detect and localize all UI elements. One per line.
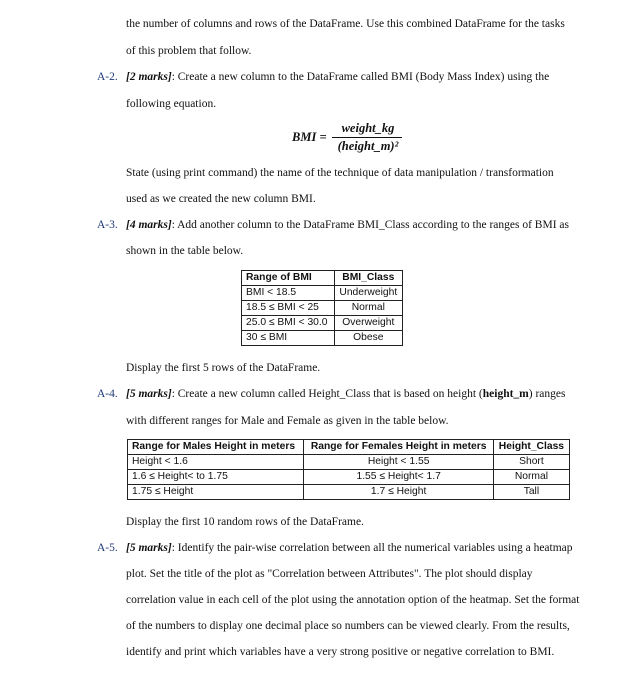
a4-line-1 — [126, 387, 565, 401]
table-cell: Short — [493, 455, 569, 470]
table-row — [242, 331, 403, 346]
table-row — [242, 301, 403, 316]
a5-line-1 — [126, 541, 573, 555]
question-number-a4: A-4. — [97, 388, 118, 400]
a2-line-4: used as we created the new column BMI. — [126, 193, 316, 205]
bmi-equation-denominator: (height_m)² — [337, 139, 399, 153]
question-number-a3: A-3. — [97, 219, 118, 231]
a3-line-2: shown in the table below. — [126, 245, 244, 257]
bmi-class-table — [241, 270, 403, 346]
a4-line-1-bold: height_m — [482, 388, 529, 400]
table-header-cell: BMI_Class — [334, 271, 402, 286]
a5-line-5: identify and print which variables have a very strong positive or negative correlation to BMI. — [126, 646, 555, 658]
a4-line-2: with different ranges for Male and Female as given in the table below. — [126, 415, 449, 427]
table-header-cell: Range of BMI — [242, 271, 335, 286]
a2-line-1-text: : Create a new column to the DataFrame called BMI (Body Mass Index) using the — [171, 71, 550, 83]
table-row — [242, 286, 403, 301]
height-class-table — [127, 439, 570, 500]
a5-line-4: of the numbers to display one decimal place so numbers can be viewed clearly. From the results, — [126, 620, 570, 632]
a2-line-1 — [126, 70, 549, 84]
table-row — [128, 485, 570, 500]
intro-line-1: the number of columns and rows of the DataFrame. Use this combined DataFrame for the tasks — [126, 18, 565, 30]
table-cell: Overweight — [334, 316, 402, 331]
a4-line-1-text-a: : Create a new column called Height_Class that is based on height ( — [171, 388, 483, 400]
bmi-equation-lhs: BMI = — [292, 130, 327, 144]
table-cell: BMI < 18.5 — [242, 286, 335, 301]
a5-line-1-text: : Identify the pair-wise correlation between all the numerical variables using a heatmap — [171, 542, 573, 554]
table-cell: 18.5 ≤ BMI < 25 — [242, 301, 335, 316]
table-header-cell: Range for Males Height in meters — [128, 440, 304, 455]
a3-marks: [4 marks] — [126, 219, 172, 231]
a4-line-1-text-b: ) ranges — [528, 388, 566, 400]
table-cell: Obese — [334, 331, 402, 346]
a2-line-2: following equation. — [126, 98, 217, 110]
table-cell: Height < 1.6 — [128, 455, 304, 470]
table-cell: 1.75 ≤ Height — [128, 485, 304, 500]
fraction-bar — [332, 137, 402, 138]
table-header-cell: Range for Females Height in meters — [304, 440, 493, 455]
table-cell: Underweight — [334, 286, 402, 301]
table-header-row — [242, 271, 403, 286]
question-number-a2: A-2. — [97, 71, 118, 83]
table-cell: Normal — [334, 301, 402, 316]
a5-marks: [5 marks] — [126, 542, 172, 554]
table-cell: 1.6 ≤ Height< to 1.75 — [128, 470, 304, 485]
table-row — [128, 455, 570, 470]
table-cell: 1.55 ≤ Height< 1.7 — [304, 470, 493, 485]
table-cell: Height < 1.55 — [304, 455, 493, 470]
table-cell: 30 ≤ BMI — [242, 331, 335, 346]
table-cell: Tall — [493, 485, 569, 500]
a5-line-2: plot. Set the title of the plot as "Correlation between Attributes". The plot should display — [126, 568, 533, 580]
intro-line-2: of this problem that follow. — [126, 45, 252, 57]
table-header-row — [128, 440, 570, 455]
table-row — [128, 470, 570, 485]
bmi-equation-numerator: weight_kg — [341, 121, 395, 135]
a4-marks: [5 marks] — [126, 388, 172, 400]
question-number-a5: A-5. — [97, 542, 118, 554]
a3-line-1-text: : Add another column to the DataFrame BMI_Class according to the ranges of BMI as — [171, 219, 569, 231]
table-header-cell: Height_Class — [493, 440, 569, 455]
a5-line-3: correlation value in each cell of the plot using the annotation option of the heatmap. Set the format — [126, 594, 580, 606]
table-row — [242, 316, 403, 331]
a3-after-text: Display the first 5 rows of the DataFrame. — [126, 362, 321, 374]
a3-line-1 — [126, 218, 569, 232]
table-cell: Normal — [493, 470, 569, 485]
a4-after-text: Display the first 10 random rows of the DataFrame. — [126, 516, 364, 528]
a2-marks: [2 marks] — [126, 71, 172, 83]
a2-line-3: State (using print command) the name of the technique of data manipulation / transformation — [126, 167, 554, 179]
table-cell: 25.0 ≤ BMI < 30.0 — [242, 316, 335, 331]
table-cell: 1.7 ≤ Height — [304, 485, 493, 500]
